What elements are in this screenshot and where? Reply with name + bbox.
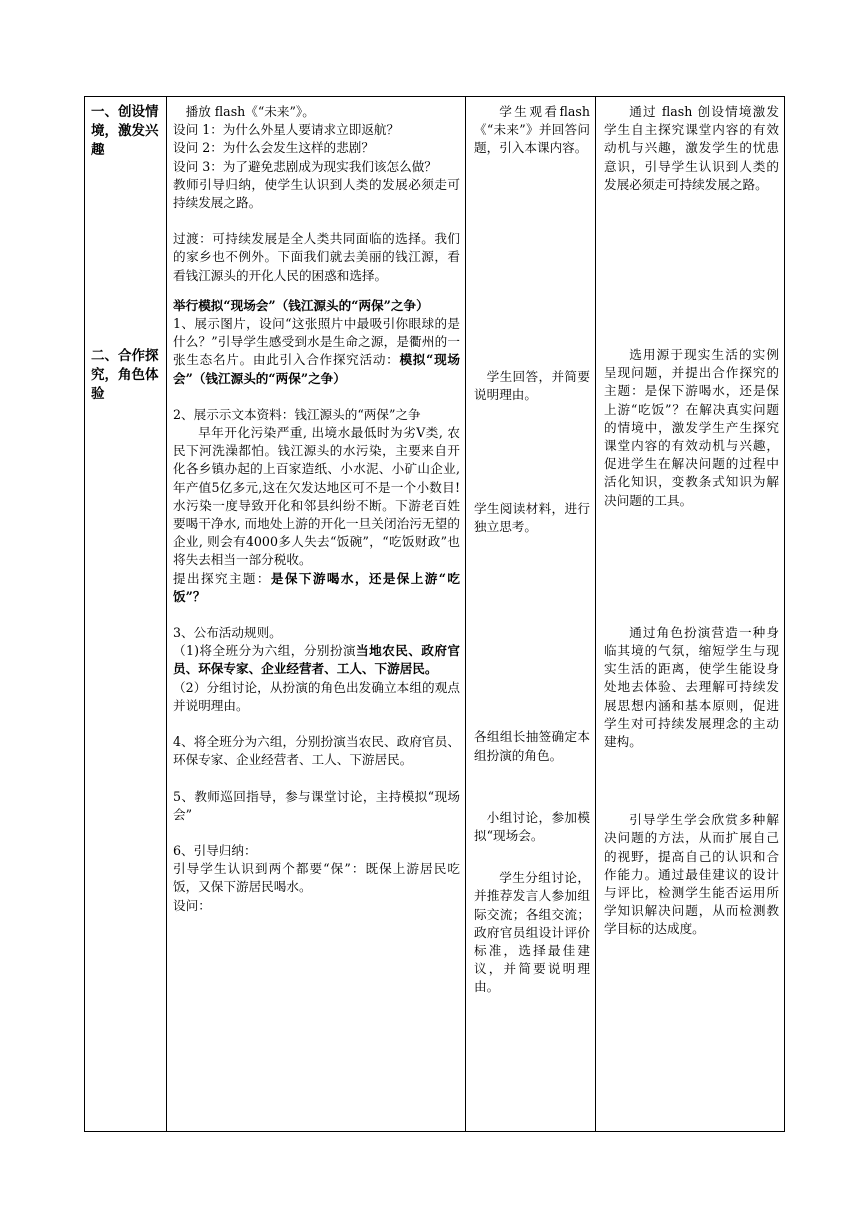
step-4: 4、将全班分为六组，分别扮演当农民、政府官员、环保专家、企业经营者、工人、下游居民。 <box>173 734 460 768</box>
rule-1-prefix: （1)将全班分为六组，分别扮演 <box>173 643 357 659</box>
step-6-question: 设问： <box>173 897 211 913</box>
step-6-text: 引导学生认识到两个都要“保”：既保上游居民吃饭，又保下游居民喝水。 <box>173 861 460 895</box>
section-column <box>85 97 167 1132</box>
design-intent-2: 选用源于现实生活的实例呈现问题，并提出合作探究的主题：是保下游喝水，还是保上游“吃饭”？在解决真实问题的情境中，激发学生产生探究课堂内容的有效动机与兴趣，促进学生在解决问题的过程中活化知识，变教条式知识为解决问题的工具。 <box>604 347 779 508</box>
activity-title: 举行模拟“现场会”（钱江源头的“两保”之争） <box>173 297 429 313</box>
inquiry-theme-prefix: 提出探究主题： <box>173 570 271 586</box>
rule-1-roles: 当地农民、政府官员、环保专家、企业经营者、工人、下游居民。 <box>173 643 460 677</box>
rule-1 <box>173 642 460 678</box>
teacher-summary: 教师引导归纳，使学生认识到人类的发展必须走可持续发展之路。 <box>173 176 460 211</box>
section-title-2: 二、合作探究，角色体验 <box>91 348 159 402</box>
inquiry-theme <box>173 570 460 606</box>
student-activity-5: 小组讨论，参加模拟“现场会。 <box>474 809 590 844</box>
lesson-plan-page <box>84 96 784 1132</box>
step-5: 5、教师巡回指导，参与课堂讨论，主持模拟“现场会” <box>173 788 460 822</box>
teacher-activity-column <box>167 97 466 1132</box>
inquiry-theme-text: 是保下游喝水，还是保上游“吃饭”？ <box>173 570 461 604</box>
student-activity-6: 学生分组讨论，并推荐发言人参加组际交流；各组交流；政府官员组设计评价标准，选择最佳建议，并简要说明理由。 <box>474 870 590 995</box>
lesson-table <box>84 96 785 1132</box>
question-1: 设问 1：为什么外星人要请求立即返航？ <box>173 122 400 138</box>
transition-text: 过渡：可持续发展是全人类共同面临的选择。我们的家乡也不例外。下面我们就去美丽的钱江源，看看钱江源头的开化人民的困惑和选择。 <box>173 231 460 283</box>
step-1 <box>173 315 460 388</box>
student-activity-column <box>466 97 596 1132</box>
play-flash-line: 播放 flash《“未来”》。 <box>185 104 315 119</box>
step-3-title: 3、公布活动规则。 <box>173 625 282 641</box>
design-intent-3: 通过角色扮演营造一种身临其境的气氛，缩短学生与现实生活的距离，使学生能设身处地去体验、去理解可持续发展思想内涵和基本原则，促进学生对可持续发展理念的主动建构。 <box>604 624 779 750</box>
section-title-1: 一、创设情境，激发兴趣 <box>91 104 159 158</box>
step-1-text: 1、展示图片，设问“这张照片中最吸引你眼球的是什么？”引导学生感受到水是生命之源，是衢州的一张生态名片。由此引入合作探究活动： <box>173 316 460 368</box>
step-1-activity: 模拟“现场会”（钱江源头的“两保”之争） <box>173 352 460 386</box>
student-activity-4: 各组组长抽签确定本组扮演的角色。 <box>474 729 590 763</box>
design-intent-4: 引导学生学会欣赏多种解决问题的方法，从而扩展自己的视野，提高自己的认识和合作能力。通过最佳建议的设计与评比，检测学生能否运用所学知识解决问题，从而检测教学目标的达成度。 <box>604 812 779 937</box>
step-2-material: 早年开化污染严重, 出境水最低时为劣Ⅴ类, 农民下河洗澡都怕。钱江源头的水污染，主要来自开化各乡镇办起的上百家造纸、小水泥、小矿山企业,年产值5亿多元,这在欠发达地区可不是一个小数目!水污染一度导致开化和邻县纠纷不断。下游老百姓要喝干净水, 而地处上游的开化一旦关闭治污无望的企业, 则会有4000多人失去“饭碗”，“吃饭财政”也将失去相当一部分税收。 <box>173 425 460 568</box>
student-activity-1: 学生观看flash《“未来”》并回答问题，引入本课内容。 <box>474 104 590 156</box>
design-intent-1: 通过 flash 创设情境激发学生自主探究课堂内容的有效动机与兴趣，激发学生的忧患意识，引导学生认识到人类的发展必须走可持续发展之路。 <box>604 104 779 192</box>
student-activity-2: 学生回答，并简要说明理由。 <box>474 368 590 402</box>
step-6-title: 6、引导归纳： <box>173 842 257 858</box>
design-intent-column <box>596 97 785 1132</box>
step-2-title: 2、展示示文本资料：钱江源头的“两保”之争 <box>173 406 421 422</box>
question-2: 设问 2：为什么会发生这样的悲剧？ <box>173 140 374 156</box>
table-row <box>85 97 785 1132</box>
rule-2: （2）分组讨论，从扮演的角色出发确立本组的观点并说明理由。 <box>173 679 460 713</box>
question-3: 设问 3：为了避免悲剧成为现实我们该怎么做？ <box>173 158 437 174</box>
student-activity-3: 学生阅读材料，进行独立思考。 <box>474 501 590 535</box>
